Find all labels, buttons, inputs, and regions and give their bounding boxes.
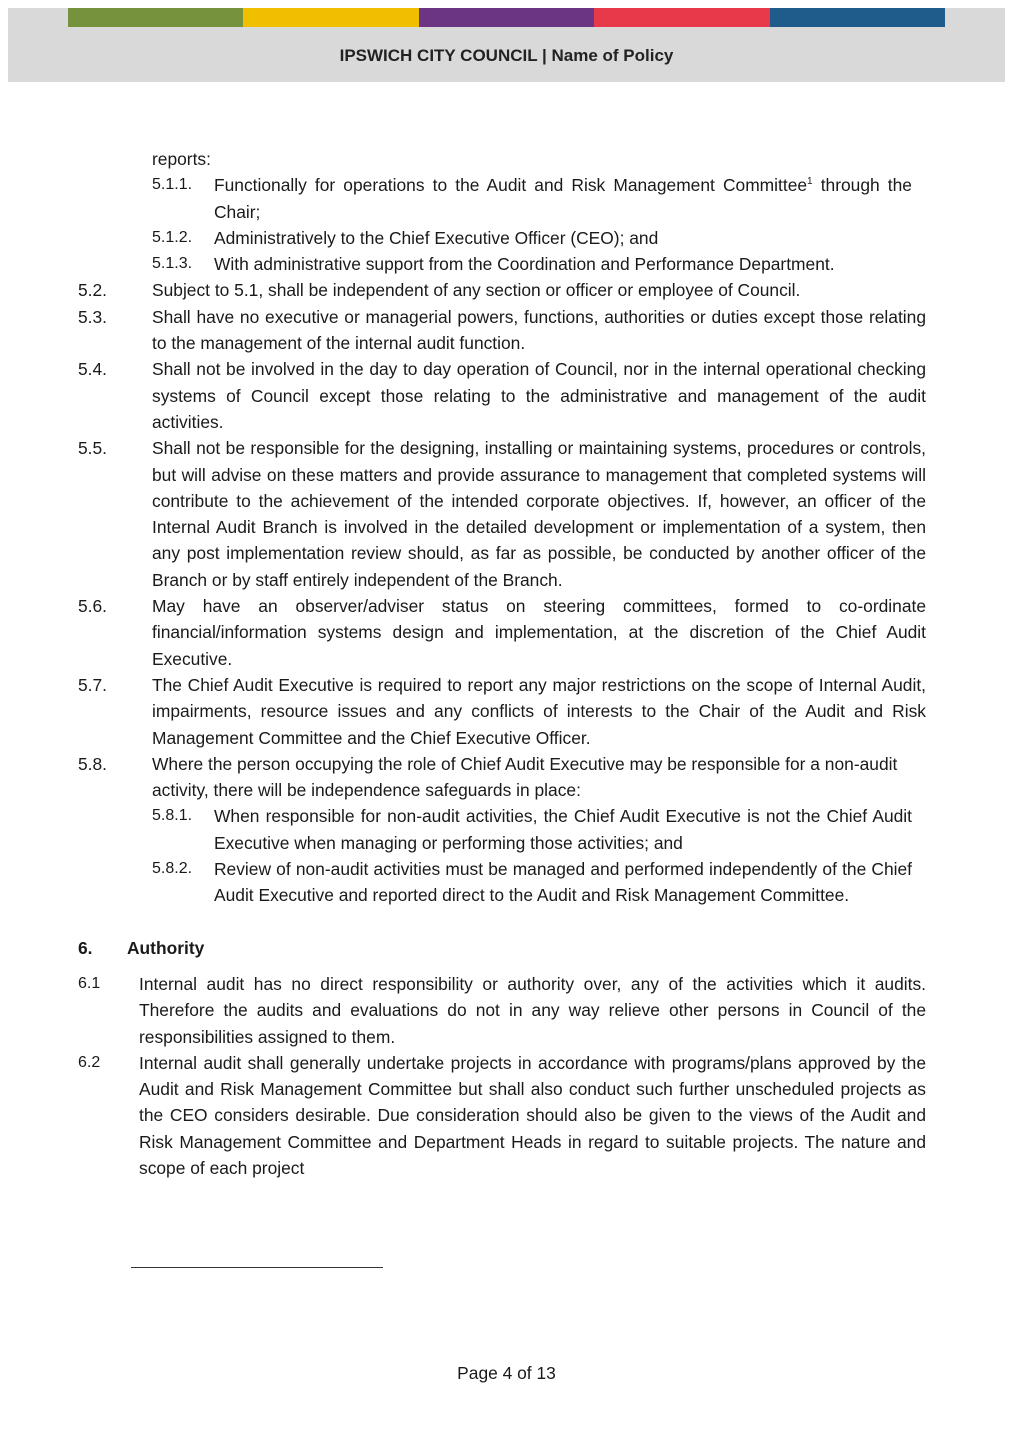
clause-number: 6.1 xyxy=(78,974,101,992)
clause-text: With administrative support from the Coordination and Performance Department. xyxy=(214,254,835,275)
clause-number: 5.2. xyxy=(78,280,108,301)
clause-text: Subject to 5.1, shall be independent of any section or officer or employee of Council. xyxy=(152,280,801,301)
clause-number: 5.8.2. xyxy=(152,860,193,878)
clause-number: 5.8. xyxy=(78,753,108,774)
section-number: 6. xyxy=(78,937,93,958)
footnote-separator xyxy=(131,1267,383,1268)
policy-content xyxy=(0,146,1013,1181)
color-segment-red xyxy=(594,8,769,27)
clause-number: 5.1.1. xyxy=(152,176,193,194)
clause-text: Where the person occupying the role of Chief Audit Executive may be responsible for a non-audit activity, there will be independence safeguards in place: xyxy=(152,753,898,801)
clause-text: Review of non-audit activities must be managed and performed independently of the Chief Audit Executive and reported direct to the Audit and Risk Management Committee. xyxy=(214,859,912,906)
clause-number: 5.4. xyxy=(78,359,108,380)
section-title: Authority xyxy=(127,937,205,958)
clause-number: 5.5. xyxy=(78,438,108,459)
clause-5-2 xyxy=(0,277,1013,303)
clause-text: Shall not be involved in the day to day operation of Council, nor in the internal operational checking systems of Council except those relating to the administrative and management of the audit activities. xyxy=(152,359,926,432)
clause-number: 6.2 xyxy=(78,1053,101,1071)
section-6-heading xyxy=(0,935,1013,961)
clause-5-3 xyxy=(0,304,1013,357)
clause-5-6 xyxy=(0,593,1013,672)
clause-text: May have an observer/adviser status on steering committees, formed to co-ordinate financial/information systems design and implementation, at the discretion of the Chief Audit Executive. xyxy=(152,596,926,669)
clause-6-2 xyxy=(0,1050,1013,1181)
clause-5-1-intro: reports: xyxy=(152,149,211,169)
clause-5-8-1 xyxy=(0,803,1013,856)
color-segment-blue xyxy=(770,8,945,27)
color-segment-purple xyxy=(419,8,594,27)
clause-text: Internal audit shall generally undertake projects in accordance with programs/plans approved by the Audit and Risk Management Committee but shall also conduct such further unscheduled projects as the CEO considers desirable. Due consideration should also be given to the views of the Audit and Risk Management Committee and Department Heads in regard to suitable projects. The nature and scope of each project xyxy=(139,1052,926,1178)
clause-5-5 xyxy=(0,435,1013,593)
clause-number: 5.8.1. xyxy=(152,807,193,825)
clause-text: The Chief Audit Executive is required to report any major restrictions on the scope of Internal Audit, impairments, resource issues and any conflicts of interests to the Chair of the Audit and Risk Management Committee and the Chief Executive Officer. xyxy=(152,674,926,748)
clause-5-1-1 xyxy=(0,172,1013,225)
clause-text: Functionally for operations to the Audit and Risk Management Committee$^1$ through the Chair; xyxy=(214,175,912,222)
clause-5-8 xyxy=(0,751,1013,804)
document-header-title: IPSWICH CITY COUNCIL | Name of Policy xyxy=(339,46,674,65)
clause-5-1-2 xyxy=(0,225,1013,251)
footnote-reference[interactable]: 1 xyxy=(807,176,813,188)
clause-5-8-2 xyxy=(0,856,1013,909)
clause-5-4 xyxy=(0,356,1013,435)
clause-text: Shall have no executive or managerial powers, functions, authorities or duties except those relating to the management of the internal audit function. xyxy=(152,306,926,354)
clause-number: 5.1.2. xyxy=(152,228,193,246)
clause-text: When responsible for non-audit activities, the Chief Audit Executive is not the Chief Audit Executive when managing or performing those activities; and xyxy=(214,806,912,853)
clause-number: 5.1.3. xyxy=(152,255,193,273)
clause-text: Administratively to the Chief Executive Officer (CEO); and xyxy=(214,227,659,248)
clause-5-1-3 xyxy=(0,251,1013,277)
brand-color-bar xyxy=(68,8,945,27)
page-number: Page 4 of 13 xyxy=(457,1363,556,1383)
clause-text: Shall not be responsible for the designing, installing or maintaining systems, procedures or controls, but will advise on these matters and provide assurance to management that completed systems will contribute to the achievement of the intended corporate objectives. If, however, an officer of the Internal Audit Branch is involved in the detailed development or implementation of a system, then any post implementation review should, as far as possible, be conducted by another officer of the Branch or by staff entirely independent of the Branch. xyxy=(152,438,926,590)
clause-number: 5.7. xyxy=(78,674,108,695)
clause-text: Internal audit has no direct responsibility or authority over, any of the activities which it audits. Therefore the audits and evaluations do not in any way relieve other persons in Council of the responsibilities assigned to them. xyxy=(139,973,926,1047)
color-segment-green xyxy=(68,8,243,27)
color-segment-yellow xyxy=(243,8,418,27)
clause-number: 5.3. xyxy=(78,306,108,327)
clause-number: 5.6. xyxy=(78,596,108,617)
clause-6-1 xyxy=(0,971,1013,1050)
clause-5-7 xyxy=(0,672,1013,751)
